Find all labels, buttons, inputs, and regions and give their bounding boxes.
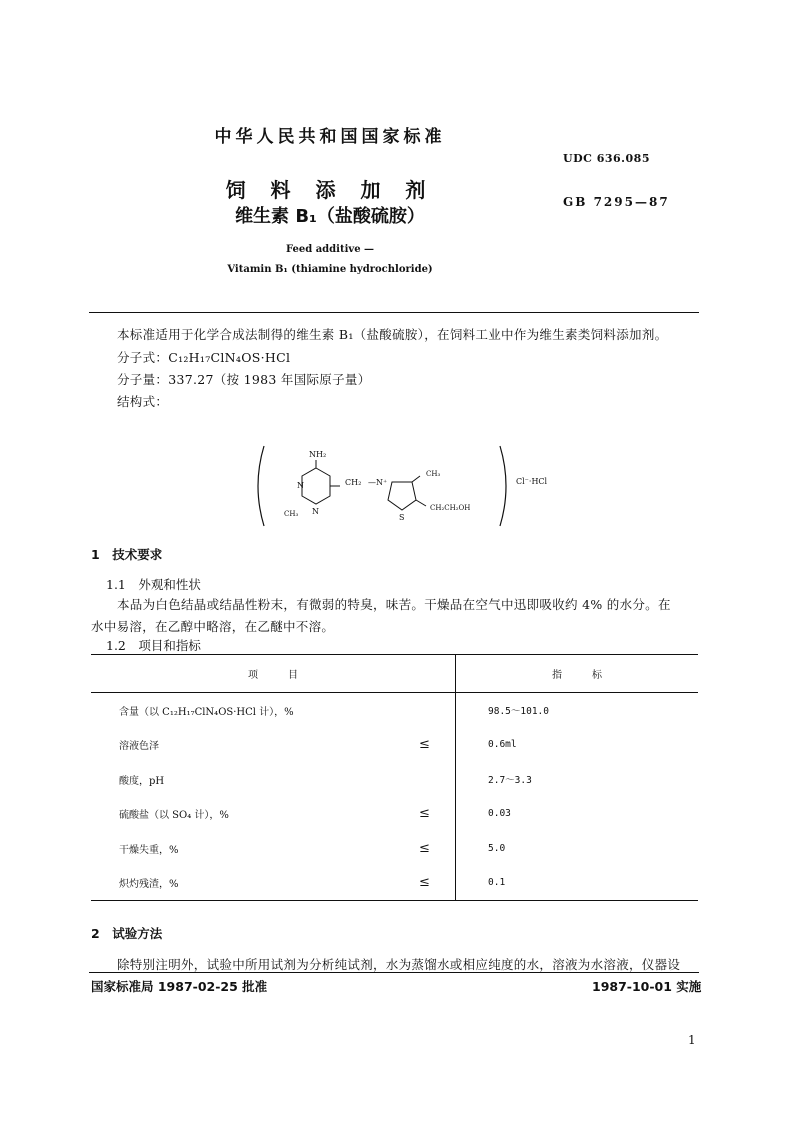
approval-date: 国家标准局 1987-02-25 批准 xyxy=(91,979,268,994)
table-row xyxy=(91,866,698,901)
column-header-item: 项 目 xyxy=(91,655,456,693)
row-symbol: ≤ xyxy=(419,806,430,822)
section1-1-heading: 1.1 外观和性状 xyxy=(106,577,201,592)
document-title: 饲 料 添 加 剂 xyxy=(225,178,435,202)
section2-paragraph: 除特别注明外，试验中所用试剂为分析纯试剂，水为蒸馏水或相应纯度的水，溶液为水溶液，仪器设 xyxy=(117,957,681,972)
row-item: 酸度，pH xyxy=(119,775,165,787)
ch2-label: CH₂ xyxy=(345,478,362,487)
implementation-date: 1987-10-01 实施 xyxy=(592,979,702,994)
row-value: 98.5～101.0 xyxy=(456,693,699,728)
section1-heading: 1 技术要求 xyxy=(91,547,163,562)
row-symbol xyxy=(419,762,456,797)
side-chain-label: CH₂CH₂OH xyxy=(430,504,471,512)
row-item: 炽灼残渣，% xyxy=(91,866,419,901)
ch3-right-label: CH₃ xyxy=(426,470,441,478)
n-upper-label: N xyxy=(297,481,304,490)
column-header-index: 指 标 xyxy=(456,655,699,693)
footer-divider xyxy=(89,972,699,973)
left-bracket xyxy=(258,446,264,526)
english-title-line1: Feed additive — xyxy=(285,244,375,255)
national-standard-heading: 中华人民共和国国家标准 xyxy=(214,127,446,147)
gb-number: GB 7295—87 xyxy=(563,195,670,209)
row-item: 硫酸盐（以 SO₄ 计），% xyxy=(119,810,229,822)
appearance-line1: 本品为白色结晶或结晶性粉末，有微弱的特臭，味苦。干燥品在空气中迅即吸收约 4% 的水分。在 xyxy=(117,597,671,612)
row-value: 2.7～3.3 xyxy=(456,762,699,797)
ch3-left-label: CH₃ xyxy=(284,510,299,518)
row-value: 5.0 xyxy=(456,831,699,866)
english-title-line2: Vitamin B₁ (thiamine hydrochloride) xyxy=(227,264,433,275)
structural-formula xyxy=(250,440,580,532)
nh2-label: NH₂ xyxy=(309,450,327,459)
page-number: 1 xyxy=(688,1033,696,1047)
table-row xyxy=(91,762,698,797)
table-row xyxy=(91,693,698,728)
table-row xyxy=(91,728,698,763)
right-bracket xyxy=(500,446,506,526)
n-plus-label: —N⁺ xyxy=(368,478,388,487)
appearance-line2: 水中易溶，在乙醇中略溶，在乙醚中不溶。 xyxy=(91,619,335,634)
row-value: 0.1 xyxy=(456,866,699,901)
row-item: 干燥失重，% xyxy=(119,844,179,856)
row-symbol: ≤ xyxy=(419,840,430,856)
table-row xyxy=(91,797,698,832)
table-header-row xyxy=(91,655,698,693)
row-value: 0.03 xyxy=(456,797,699,832)
row-item: 溶液色泽 xyxy=(119,741,159,753)
pyrimidine-ring xyxy=(302,460,340,504)
molecular-formula: 分子式：C₁₂H₁₇ClN₄OS·HCl xyxy=(117,350,291,365)
document-subtitle: 维生素 B₁（盐酸硫胺） xyxy=(235,206,425,227)
scope-paragraph: 本标准适用于化学合成法制得的维生素 B₁（盐酸硫胺），在饲料工业中作为维生素类饲料添加剂。 xyxy=(117,327,668,342)
counter-ion-label: Cl⁻·HCl xyxy=(516,477,548,486)
row-symbol xyxy=(419,693,456,728)
molecular-weight: 分子量：337.27（按 1983 年国际原子量） xyxy=(117,372,371,387)
section2-heading: 2 试验方法 xyxy=(91,926,163,941)
sulfur-label: S xyxy=(399,513,405,522)
spec-table xyxy=(91,654,698,901)
row-item: 含量（以 C₁₂H₁₇ClN₄OS·HCl 计），% xyxy=(119,706,294,718)
udc-code: UDC 636.085 xyxy=(563,152,650,165)
row-symbol: ≤ xyxy=(419,737,430,753)
structure-label: 结构式： xyxy=(117,394,169,409)
row-symbol: ≤ xyxy=(419,866,456,901)
thiazole-ring xyxy=(388,476,426,510)
table-row xyxy=(91,831,698,866)
section1-2-heading: 1.2 项目和指标 xyxy=(106,638,201,653)
appearance-paragraph xyxy=(91,594,699,638)
row-value: 0.6ml xyxy=(456,728,699,763)
header-divider xyxy=(89,312,699,313)
n-lower-label: N xyxy=(312,507,319,516)
